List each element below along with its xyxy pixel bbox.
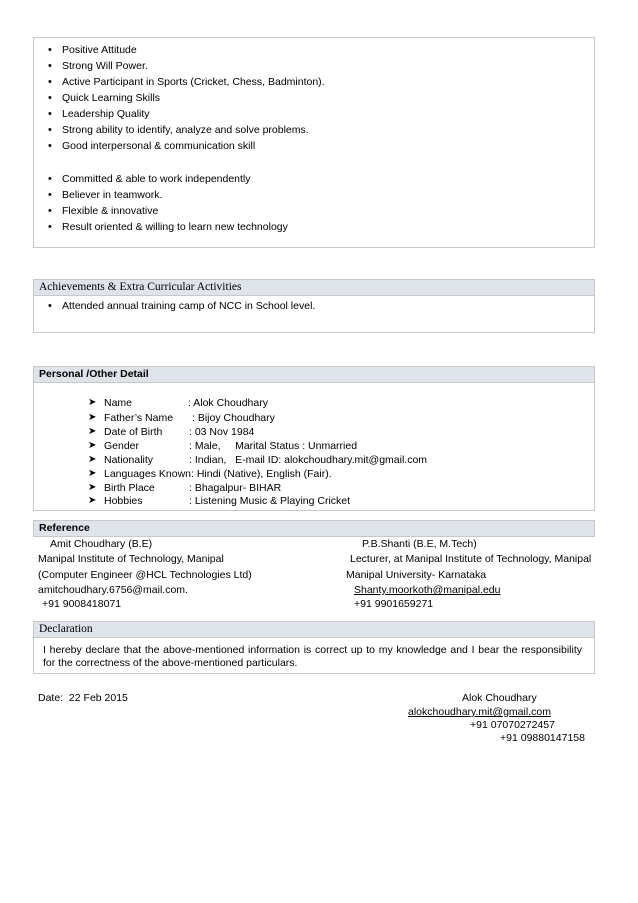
row-label: Languages Known: Hindi (Native), English (Fair).: [104, 468, 332, 480]
row-label: Gender: [104, 440, 140, 452]
list-item: • Positive Attitude: [62, 44, 137, 56]
list-item: • Quick Learning Skills: [62, 92, 160, 104]
row-label: Father’s Name: [104, 412, 174, 424]
list-item: • Good interpersonal & communication skill: [62, 140, 255, 152]
signature-phone-1: +91 07070272457: [470, 719, 555, 731]
personal-box: [33, 366, 595, 511]
row-label: Birth Place: [104, 482, 155, 494]
reference-right-role: Manipal University- Karnataka: [346, 569, 487, 581]
row-label: Hobbies: [104, 495, 143, 507]
list-item: • Committed & able to work independently: [62, 173, 251, 185]
arrow-bullet-icon: ➤: [88, 482, 97, 493]
arrow-bullet-icon: ➤: [88, 426, 97, 437]
list-item: • Active Participant in Sports (Cricket, Chess, Badminton).: [62, 76, 325, 88]
arrow-bullet-icon: ➤: [88, 454, 97, 465]
row-label: Name: [104, 397, 133, 409]
declaration-box: [33, 621, 595, 674]
list-item: • Attended annual training camp of NCC in School level.: [62, 300, 315, 312]
row-label: Date of Birth: [104, 426, 163, 438]
row-value: : Listening Music & Playing Cricket: [189, 495, 351, 507]
arrow-bullet-icon: ➤: [88, 412, 97, 423]
strengths-box: [33, 37, 595, 248]
list-item: • Believer in teamwork.: [62, 189, 162, 201]
row-value: : Bijoy Choudhary: [192, 412, 275, 424]
reference-left-phone: +91 9008418071: [42, 598, 122, 610]
arrow-bullet-icon: ➤: [88, 397, 97, 408]
achievements-title: Achievements & Extra Curricular Activities: [34, 280, 594, 296]
arrow-bullet-icon: ➤: [88, 440, 97, 451]
list-item: • Strong ability to identify, analyze and solve problems.: [62, 124, 309, 136]
reference-right-name: P.B.Shanti (B.E, M.Tech): [362, 538, 477, 550]
declaration-title: Declaration: [34, 622, 594, 638]
signature-phone-2: +91 09880147158: [500, 732, 585, 744]
reference-right-phone: +91 9901659271: [354, 598, 434, 610]
list-item: • Flexible & innovative: [62, 205, 158, 217]
reference-left-email: amitchoudhary.6756@mail.com.: [38, 584, 188, 596]
arrow-bullet-icon: ➤: [88, 495, 97, 506]
reference-header-box: [33, 520, 595, 537]
row-label: Nationality: [104, 454, 154, 466]
declaration-text: I hereby declare that the above-mentioned information is correct up to my knowledge and I bear the responsibility for the correctness of the above-mentioned particulars.: [43, 644, 582, 669]
arrow-bullet-icon: ➤: [88, 468, 97, 479]
date-text: Date: 22 Feb 2015: [38, 692, 128, 704]
row-value: : Alok Choudhary: [188, 397, 268, 409]
row-value: : Male, Marital Status : Unmarried: [189, 440, 358, 452]
reference-right-email-link[interactable]: Shanty.moorkoth@manipal.edu: [354, 584, 501, 596]
reference-right-org: Lecturer, at Manipal Institute of Technology, Manipal: [350, 553, 592, 565]
reference-left-role: (Computer Engineer @HCL Technologies Ltd): [38, 569, 252, 581]
reference-title: Reference: [34, 521, 594, 536]
row-value: : Indian, E-mail ID: alokchoudhary.mit@gmail.com: [189, 454, 428, 466]
personal-title: Personal /Other Detail: [34, 367, 594, 383]
row-value: : Bhagalpur- BIHAR: [189, 482, 282, 494]
reference-left-name: Amit Choudhary (B.E): [50, 538, 153, 550]
reference-left-org: Manipal Institute of Technology, Manipal: [38, 553, 224, 565]
signature-email-link[interactable]: alokchoudhary.mit@gmail.com: [408, 706, 551, 718]
list-item: • Leadership Quality: [62, 108, 150, 120]
row-value: : 03 Nov 1984: [189, 426, 255, 438]
list-item: • Result oriented & willing to learn new technology: [62, 221, 288, 233]
achievements-box: [33, 279, 595, 333]
signature-name: Alok Choudhary: [462, 692, 537, 704]
list-item: • Strong Will Power.: [62, 60, 148, 72]
